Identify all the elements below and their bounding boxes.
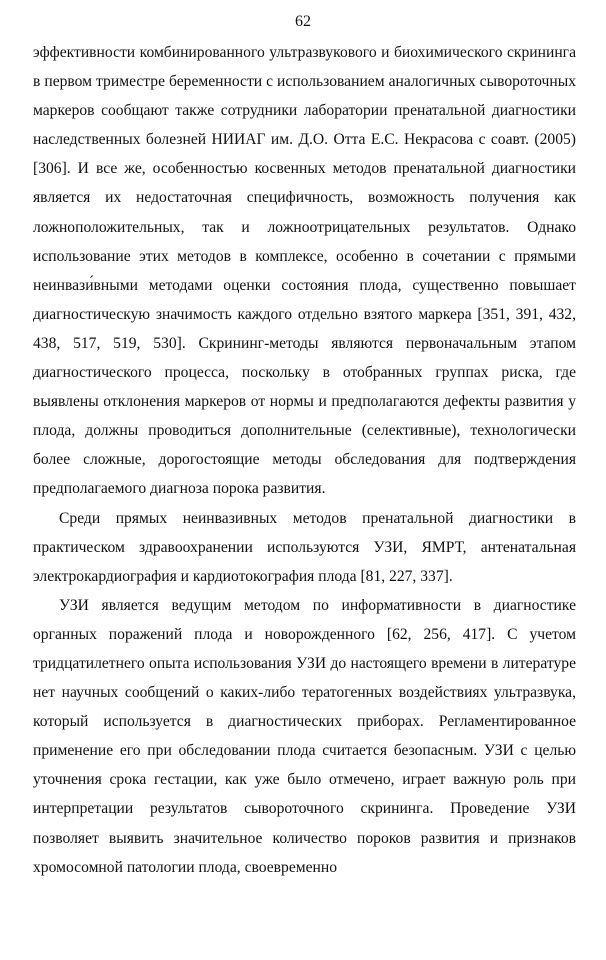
paragraph-continuation: эффективности комбинированного ультразвукового и биохимического скрининга в первом триместре беременности с использованием аналогичных сывороточных маркеров сообщают также сотрудники лаборатории пренатальной диагностики наследственных болезней НИИАГ им. Д.О. Отта Е.С. Некрасова с соавт. (2005) [306]. И все же, особенностью косвенных методов пренатальной диагностики является их недостаточная специфичность, возможность получения как ложноположительных, так и ложноотрицательных результатов. Однако использование этих методов в комплексе, особенно в сочетании с прямыми неинвази́вными методами оценки состояния плода, существенно повышает диагностическую значимость каждого отдельно взятого маркера [351, 391, 432, 438, 517, 519, 530]. Скрининг-методы являются первоначальным этапом диагностического процесса, поскольку в отобранных группах риска, где выявлены отклонения маркеров от нормы и предполагаются дефекты развития у плода, должны проводиться дополнительные (селективные), технологически более сложные, дорогостоящие методы обследования для подтверждения предполагаемого диагноза порока развития. xyxy=(33,44,576,498)
paragraph-ultrasound: УЗИ является ведущим методом по информативности в диагностике органных поражений плода и новорожденного [62, 256, 417]. С учетом тридцатилетнего опыта использования УЗИ до настоящего времени в литературе нет научных сообщений о каких-либо тератогенных воздействиях ультразвука, который используется в диагностических приборах. Регламентированное применение его при обследовании плода считается безопасным. УЗИ с целью уточнения срока гестации, как уже было отмечено, играет важную роль при интерпретации результатов сывороточного скрининга. Проведение УЗИ позволяет выявить значительное количество пороков развития и признаков хромосомной патологии плода, своевременно xyxy=(33,596,576,876)
document-body xyxy=(33,38,576,882)
paragraph-direct-methods: Среди прямых неинвазивных методов пренатальной диагностики в практическом здравоохранении используются УЗИ, ЯМРТ, антенатальная электрокардиография и кардиотокография плода [81, 227, 337]. xyxy=(33,509,576,585)
page-number: 62 xyxy=(295,13,311,30)
